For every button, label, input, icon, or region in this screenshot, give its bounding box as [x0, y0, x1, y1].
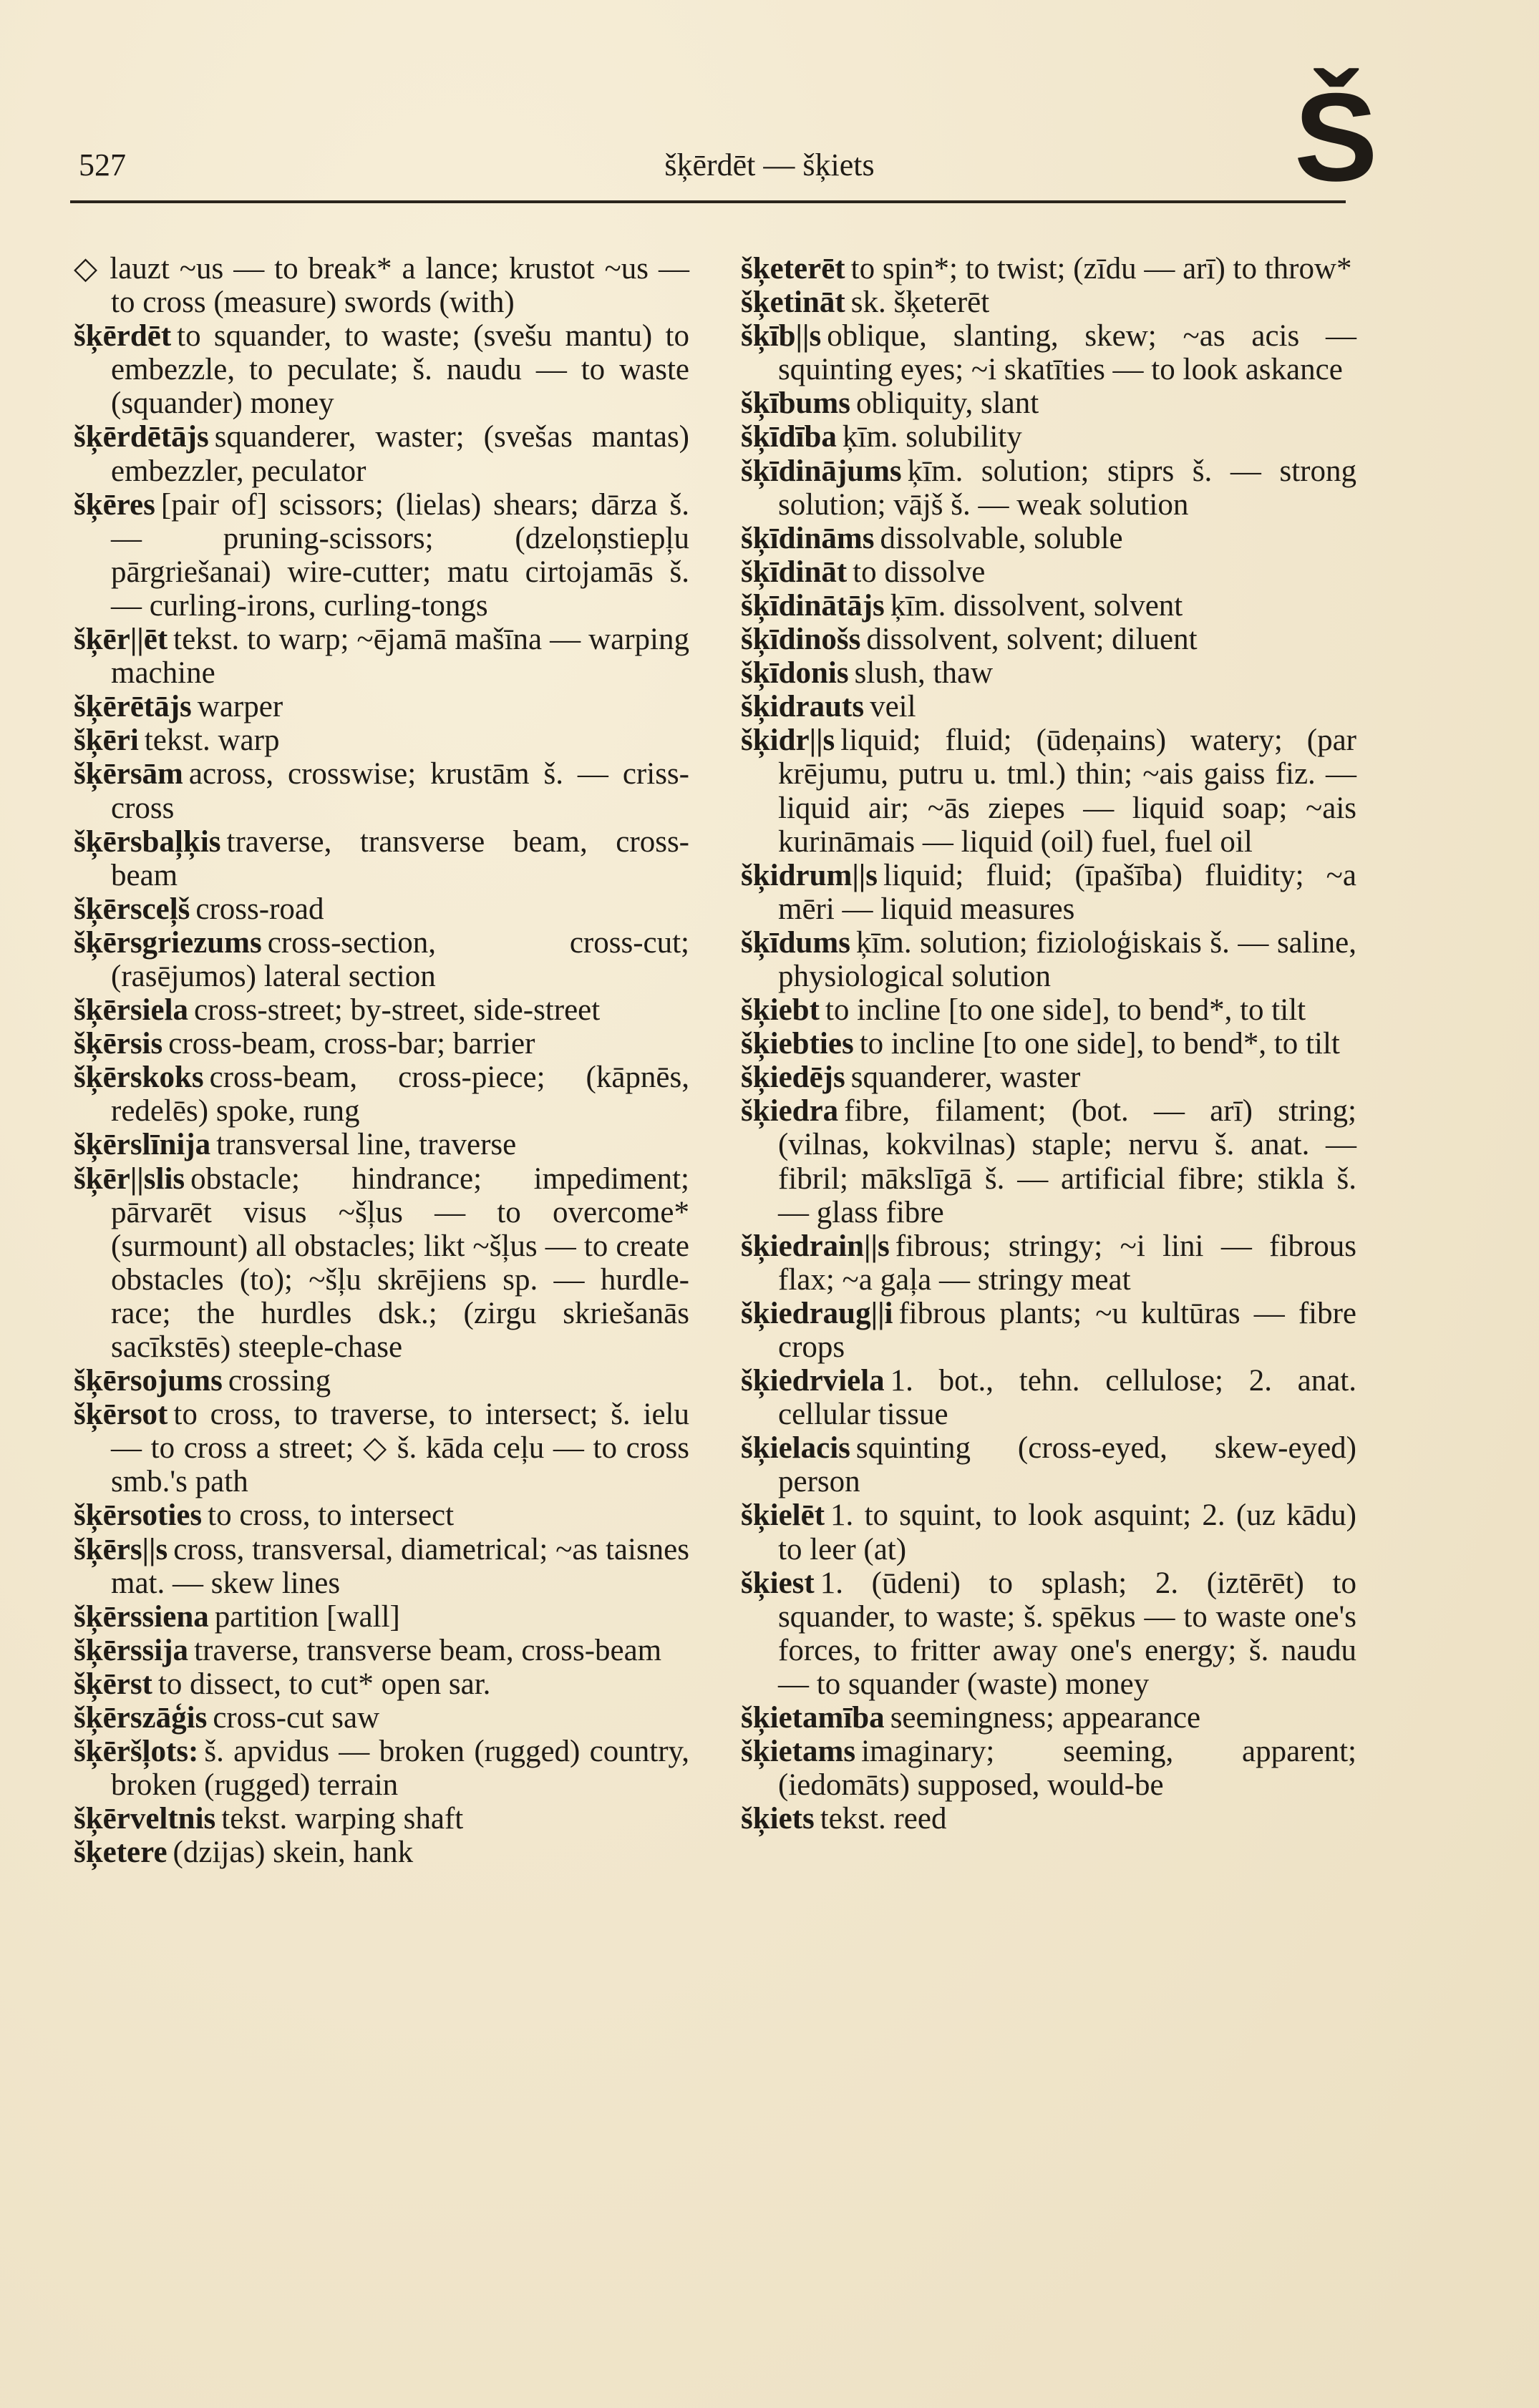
- entry-definition: to cross, to intersect: [208, 1498, 455, 1533]
- dictionary-entry: [741, 555, 1356, 589]
- dictionary-entry: [741, 1566, 1356, 1701]
- entry-headword: šķīdums: [741, 925, 850, 960]
- entry-headword: šķērsgriezums: [74, 925, 262, 960]
- dictionary-entry: [74, 1027, 689, 1061]
- dictionary-entry: [74, 1667, 689, 1701]
- entry-definition: fibre, filament; (bot. — arī) string; (vilnas, kokvilnas) staple; nervu š. anat. — fibril; mākslīgā š. — artificial fibre; stikla š. — glass fibre: [778, 1094, 1356, 1229]
- entry-headword: šķīdinājums: [741, 454, 902, 488]
- entry-definition: cross-beam, cross-piece; (kāpnēs, redelēs) spoke, rung: [111, 1061, 689, 1129]
- entry-headword: šķēri: [74, 723, 139, 758]
- entry-headword: šķīb||s: [741, 319, 822, 354]
- dictionary-entry: [741, 252, 1356, 286]
- dictionary-entry: [74, 1802, 689, 1836]
- entry-headword: šķiebt: [741, 993, 820, 1028]
- entry-definition: slush, thaw: [854, 656, 994, 691]
- entry-definition: squinting (cross-eyed, skew-eyed) person: [778, 1431, 1356, 1499]
- dictionary-entry: [741, 522, 1356, 555]
- entry-headword: šķīdinošs: [741, 623, 861, 657]
- entry-definition: to dissolve: [853, 555, 986, 589]
- dictionary-entry: [74, 1600, 689, 1634]
- entry-headword: šķērslīnija: [74, 1128, 211, 1162]
- dictionary-entry: [74, 623, 689, 690]
- entry-definition: cross-beam, cross-bar; barrier: [168, 1027, 535, 1061]
- entry-headword: šķidr||s: [741, 723, 835, 758]
- page-number: 527: [79, 147, 126, 182]
- running-head: šķērdēt — šķiets: [664, 147, 875, 182]
- entry-definition: ķīm. solubility: [842, 420, 1022, 454]
- entry-headword: šķēres: [74, 487, 155, 522]
- entry-headword: šķērsis: [74, 1027, 163, 1061]
- entry-definition: transversal line, traverse: [216, 1128, 517, 1162]
- entry-definition: tekst. to warp; ~ējamā mašīna — warping machine: [111, 623, 689, 691]
- entry-definition: fibrous; stringy; ~i lini — fibrous flax; ~a gaļa — stringy meat: [778, 1229, 1356, 1297]
- entry-definition: ◇ lauzt ~us — to break* a lance; krustot ~us — to cross (measure) swords (with): [74, 252, 689, 320]
- entry-definition: squanderer, waster; (svešas mantas) embezzler, peculator: [111, 420, 689, 488]
- dictionary-entry: [741, 1297, 1356, 1364]
- entry-headword: šķīdināt: [741, 555, 848, 589]
- dictionary-entry: [74, 319, 689, 420]
- dictionary-entry: [741, 386, 1356, 420]
- dictionary-entry: [741, 723, 1356, 858]
- entry-definition: veil: [870, 690, 916, 724]
- entry-headword: šķetināt: [741, 286, 845, 320]
- entry-headword: šķērdēt: [74, 319, 172, 354]
- entry-headword: šķiedrviela: [741, 1364, 885, 1398]
- entry-definition: tekst. reed: [820, 1802, 947, 1836]
- entry-definition: warper: [197, 690, 283, 724]
- entry-definition: to incline [to one side], to bend*, to tilt: [859, 1027, 1340, 1061]
- dictionary-entry: [741, 623, 1356, 656]
- entry-headword: šķiedraug||i: [741, 1296, 893, 1330]
- dictionary-entry: [741, 420, 1356, 454]
- entry-headword: šķetere: [74, 1836, 168, 1870]
- entry-definition: liquid; fluid; (ūdeņains) watery; (par krējumu, putru u. tml.) thin; ~ais gaiss fiz. — liquid air; ~ās ziepes — liquid soap; ~ais kurināmais — liquid (oil) fuel, fuel oil: [778, 723, 1356, 859]
- entry-headword: šķērsceļš: [74, 892, 190, 926]
- header-rule: [70, 200, 1346, 203]
- dictionary-entry: [74, 690, 689, 723]
- dictionary-entry: [741, 1735, 1356, 1802]
- entry-headword: šķeterēt: [741, 252, 845, 286]
- entry-headword: šķērssiena: [74, 1599, 209, 1634]
- entry-headword: šķiebties: [741, 1027, 854, 1061]
- entry-definition: liquid; fluid; (īpašība) fluidity; ~a mēri — liquid measures: [778, 858, 1356, 926]
- dictionary-entry: [74, 825, 689, 892]
- entry-headword: šķērsojums: [74, 1364, 223, 1398]
- entry-definition: cross, transversal, diametrical; ~as taisnes mat. — skew lines: [111, 1532, 689, 1600]
- dictionary-entry: [741, 1498, 1356, 1566]
- dictionary-entry: [741, 1229, 1356, 1297]
- entry-definition: partition [wall]: [214, 1599, 400, 1634]
- dictionary-entry: [74, 1701, 689, 1735]
- entry-definition: obstacle; hindrance; impediment; pārvarēt visus ~šļus — to overcome* (surmount) all obstacles; likt ~šļus — to create obstacles (to); ~šļu skrējiens sp. — hurdle-race; the hurdles dsk.; (zirgu skriešanās sacīkstēs) steeple-chase: [111, 1161, 689, 1364]
- dictionary-entry: [741, 1061, 1356, 1094]
- entry-headword: šķērst: [74, 1667, 152, 1701]
- entry-definition: squanderer, waster: [850, 1061, 1081, 1095]
- dictionary-entry: [741, 286, 1356, 319]
- dictionary-entry: [741, 1027, 1356, 1061]
- entry-headword: šķērsbaļķis: [74, 824, 221, 859]
- entry-headword: šķērveltnis: [74, 1802, 216, 1836]
- dictionary-entry: [74, 1162, 689, 1365]
- entry-definition: crossing: [228, 1364, 331, 1398]
- entry-headword: šķiets: [741, 1802, 815, 1836]
- entry-headword: šķērētājs: [74, 690, 192, 724]
- entry-definition: cross-cut saw: [213, 1701, 380, 1735]
- entry-definition: tekst. warp: [144, 723, 280, 758]
- entry-definition: [pair of] scissors; (lielas) shears; dārza š. — pruning-scissors; (dzeloņstiepļu pārgriešanai) wire-cutter; matu cirtojamās š. — curling-irons, curling-tongs: [111, 487, 689, 623]
- dictionary-entry: [741, 589, 1356, 623]
- dictionary-entry: [74, 420, 689, 487]
- entry-headword: šķiedējs: [741, 1061, 845, 1095]
- entry-headword: šķidrauts: [741, 690, 865, 724]
- entry-definition: dissolvable, soluble: [880, 521, 1123, 555]
- entry-headword: šķietamība: [741, 1701, 885, 1735]
- entry-headword: šķiest: [741, 1566, 815, 1600]
- entry-definition: fibrous plants; ~u kultūras — fibre crops: [778, 1296, 1356, 1364]
- entry-definition: obliquity, slant: [855, 386, 1039, 421]
- dictionary-entry: [741, 1802, 1356, 1836]
- entry-definition: to spin*; to twist; (zīdu — arī) to throw*: [850, 252, 1352, 286]
- dictionary-entry: [741, 1701, 1356, 1735]
- entry-headword: šķietams: [741, 1735, 856, 1769]
- entry-definition: ķīm. solution; stiprs š. — strong solution; vājš š. — weak solution: [778, 454, 1356, 522]
- entry-headword: šķīdība: [741, 420, 837, 454]
- dictionary-entry: [74, 1364, 689, 1398]
- entry-definition: (dzijas) skein, hank: [173, 1836, 414, 1870]
- entry-definition: to squander, to waste; (svešu mantu) to embezzle, to peculate; š. naudu — to waste (squander) money: [111, 319, 689, 421]
- dictionary-entry: [74, 1836, 689, 1869]
- entry-definition: seemingness; appearance: [890, 1701, 1201, 1735]
- entry-headword: šķēr||ēt: [74, 623, 168, 657]
- entry-definition: 1. bot., tehn. cellulose; 2. anat. cellular tissue: [778, 1364, 1356, 1432]
- entry-definition: 1. to squint, to look asquint; 2. (uz kādu) to leer (at): [778, 1498, 1356, 1566]
- entry-headword: šķērsiela: [74, 993, 189, 1028]
- entry-definition: to cross, to traverse, to intersect; š. ielu — to cross a street; ◇ š. kāda ceļu — to cross smb.'s path: [111, 1398, 689, 1499]
- entry-headword: šķībums: [741, 386, 850, 421]
- entry-definition: 1. (ūdeni) to splash; 2. (iztērēt) to squander, to waste; š. spēkus — to waste one's forces, to fritter away one's energy; š. naudu — to squander (waste) money: [778, 1566, 1356, 1701]
- entry-headword: šķērssija: [74, 1633, 189, 1667]
- dictionary-entry: [74, 757, 689, 824]
- entry-headword: šķīdināms: [741, 521, 875, 555]
- entry-headword: šķēršļots:: [74, 1735, 199, 1769]
- dictionary-entry: [74, 723, 689, 757]
- dictionary-entry: [74, 993, 689, 1027]
- dictionary-entry: [741, 656, 1356, 690]
- right-column: [741, 252, 1356, 1836]
- dictionary-entry: [74, 1128, 689, 1161]
- entry-definition: š. apvidus — broken (rugged) country, broken (rugged) terrain: [111, 1735, 689, 1803]
- dictionary-entry: [74, 1398, 689, 1498]
- entry-headword: šķidrum||s: [741, 858, 878, 892]
- entry-definition: across, crosswise; krustām š. — criss-cross: [111, 757, 689, 825]
- dictionary-entry: [74, 1533, 689, 1600]
- entry-definition: ķīm. solution; fizioloģiskais š. — saline, physiological solution: [778, 925, 1356, 993]
- entry-headword: šķielacis: [741, 1431, 850, 1466]
- entry-definition: traverse, transverse beam, cross-beam: [111, 824, 689, 892]
- entry-definition: ķīm. dissolvent, solvent: [890, 588, 1183, 623]
- dictionary-entry: [74, 1634, 689, 1667]
- dictionary-entry: [741, 690, 1356, 723]
- entry-headword: šķiedrain||s: [741, 1229, 890, 1263]
- dictionary-entry: [741, 993, 1356, 1027]
- dictionary-entry: [741, 1431, 1356, 1498]
- entry-headword: šķērsot: [74, 1398, 168, 1432]
- entry-headword: šķēr||slis: [74, 1161, 185, 1196]
- entry-definition: to dissect, to cut* open sar.: [157, 1667, 491, 1701]
- entry-definition: cross-road: [195, 892, 324, 926]
- entry-headword: šķērsām: [74, 757, 183, 791]
- entry-headword: šķielēt: [741, 1498, 825, 1533]
- entry-definition: imaginary; seeming, apparent; (iedomāts) supposed, would-be: [778, 1735, 1356, 1803]
- entry-headword: šķērskoks: [74, 1061, 204, 1095]
- dictionary-entry: [741, 319, 1356, 386]
- dictionary-entry: [74, 892, 689, 926]
- entry-headword: šķērdētājs: [74, 420, 209, 454]
- dictionary-entry: [74, 488, 689, 623]
- entry-headword: šķērszāģis: [74, 1701, 208, 1735]
- section-letter: Š: [1294, 68, 1378, 208]
- entry-headword: šķiedra: [741, 1094, 839, 1129]
- entry-headword: šķīdonis: [741, 656, 849, 691]
- dictionary-entry: [741, 859, 1356, 926]
- left-column: [74, 252, 689, 1870]
- dictionary-entry: [74, 1498, 689, 1532]
- dictionary-entry: [741, 1094, 1356, 1229]
- entry-definition: oblique, slanting, skew; ~as acis — squinting eyes; ~i skatīties — to look askance: [778, 319, 1356, 387]
- dictionary-entry: [74, 1061, 689, 1128]
- dictionary-entry: [741, 926, 1356, 993]
- entry-headword: šķērsoties: [74, 1498, 203, 1533]
- entry-headword: šķērs||s: [74, 1532, 168, 1566]
- entry-definition: to incline [to one side], to bend*, to tilt: [825, 993, 1306, 1028]
- dictionary-entry: [741, 1364, 1356, 1431]
- dictionary-entry: [741, 454, 1356, 522]
- entry-definition: cross-street; by-street, side-street: [194, 993, 601, 1028]
- entry-definition: cross-section, cross-cut; (rasējumos) lateral section: [111, 925, 689, 993]
- entry-definition: traverse, transverse beam, cross-beam: [194, 1633, 662, 1667]
- entry-definition: tekst. warping shaft: [221, 1802, 464, 1836]
- entry-headword: šķīdinātājs: [741, 588, 885, 623]
- entry-definition: dissolvent, solvent; diluent: [866, 623, 1198, 657]
- dictionary-entry: [74, 252, 689, 319]
- dictionary-entry: [74, 926, 689, 993]
- entry-definition: sk. šķeterēt: [850, 286, 990, 320]
- dictionary-entry: [74, 1735, 689, 1802]
